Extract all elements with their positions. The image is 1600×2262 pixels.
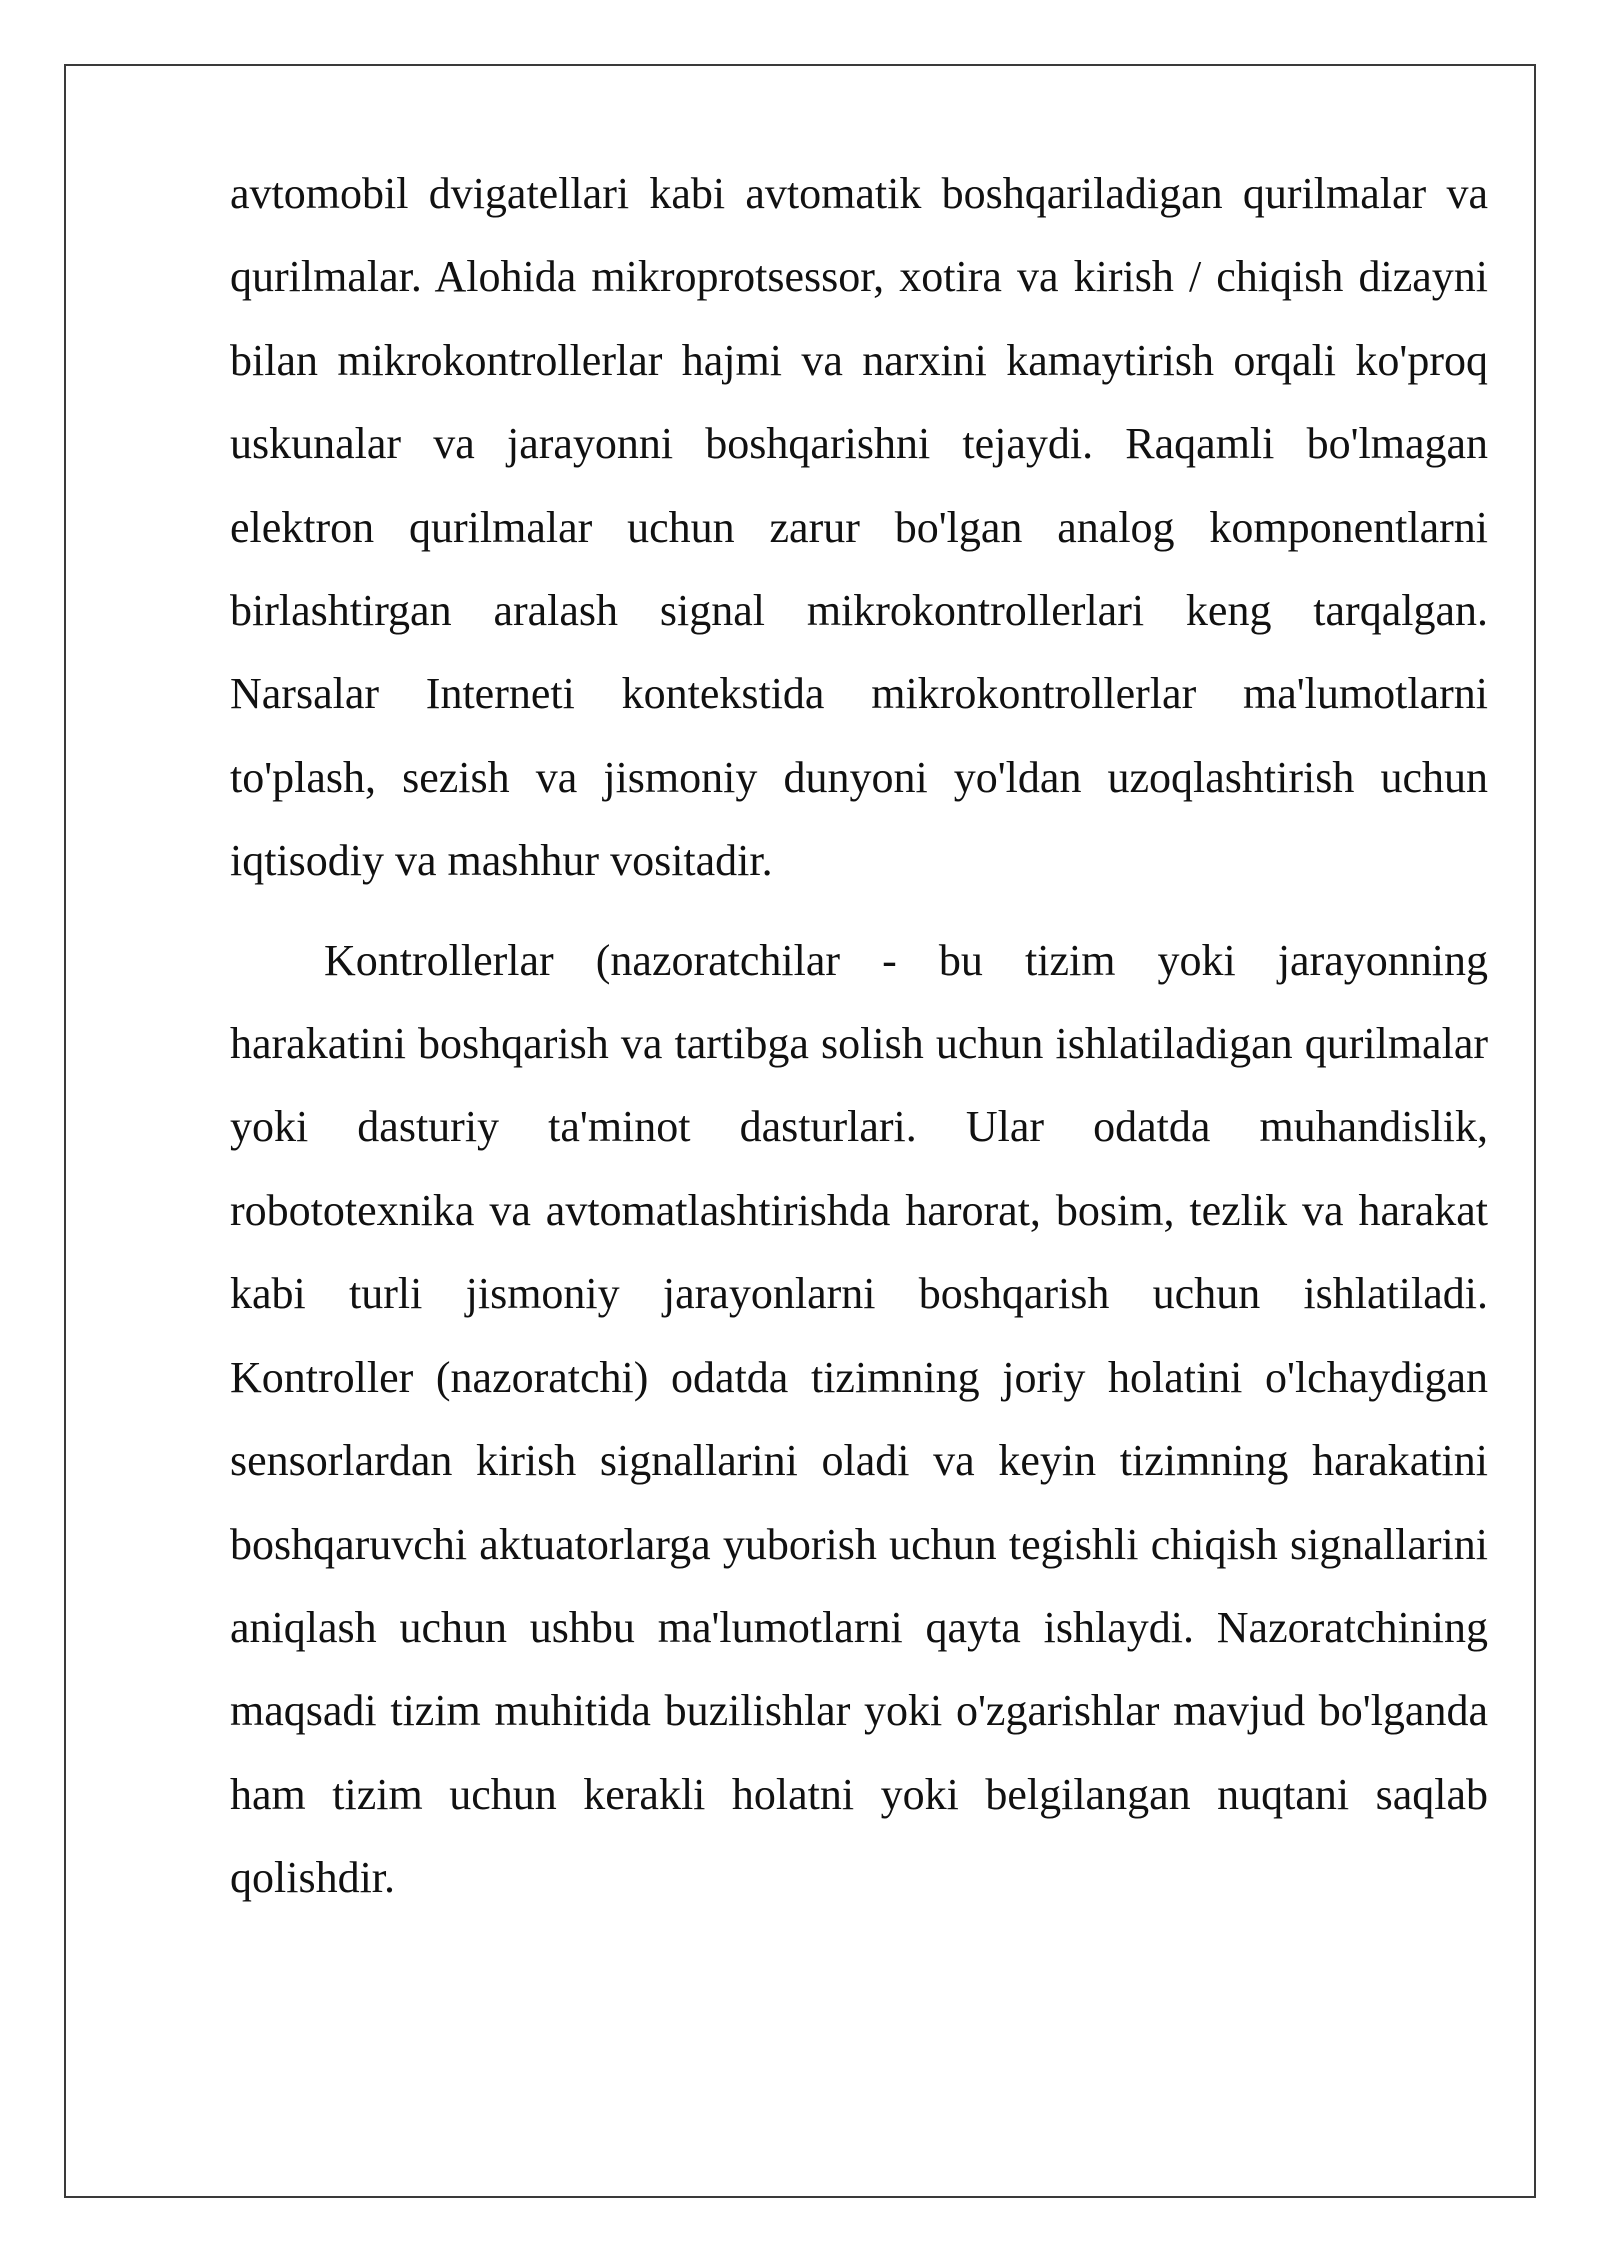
paragraph-microcontrollers: avtomobil dvigatellari kabi avtomatik boshqariladigan qurilmalar va qurilmalar. Alohida mikroprotsessor, xotira va kirish / chiqish dizayni bilan mikrokontrollerlar hajmi va narxini kamaytirish orqali ko'proq uskunalar va jarayonni boshqarishni tejaydi. Raqamli bo'lmagan elektron qurilmalar uchun zarur bo'lgan analog komponentlarni birlashtirgan aralash signal mikrokontrollerlari keng tarqalgan. Narsalar Interneti kontekstida mikrokontrollerlar ma'lumotlarni to'plash, sezish va jismoniy dunyoni yo'ldan uzoqlashtirish uchun iqtisodiy va mashhur vositadir. <box>230 169 1488 886</box>
document-body <box>230 152 1488 1920</box>
paragraph-controllers: Kontrollerlar (nazoratchilar - bu tizim yoki jarayonning harakatini boshqarish va tartibga solish uchun ishlatiladigan qurilmalar yoki dasturiy ta'minot dasturlari. Ular odatda muhandislik, robototexnika va avtomatlashtirishda harorat, bosim, tezlik va harakat kabi turli jismoniy jarayonlarni boshqarish uchun ishlatiladi. Kontroller (nazoratchi) odatda tizimning joriy holatini o'lchaydigan sensorlardan kirish signallarini oladi va keyin tizimning harakatini boshqaruvchi aktuatorlarga yuborish uchun tegishli chiqish signallarini aniqlash uchun ushbu ma'lumotlarni qayta ishlaydi. Nazoratchining maqsadi tizim muhitida buzilishlar yoki o'zgarishlar mavjud bo'lganda ham tizim uchun kerakli holatni yoki belgilangan nuqtani saqlab qolishdir. <box>230 935 1488 1903</box>
